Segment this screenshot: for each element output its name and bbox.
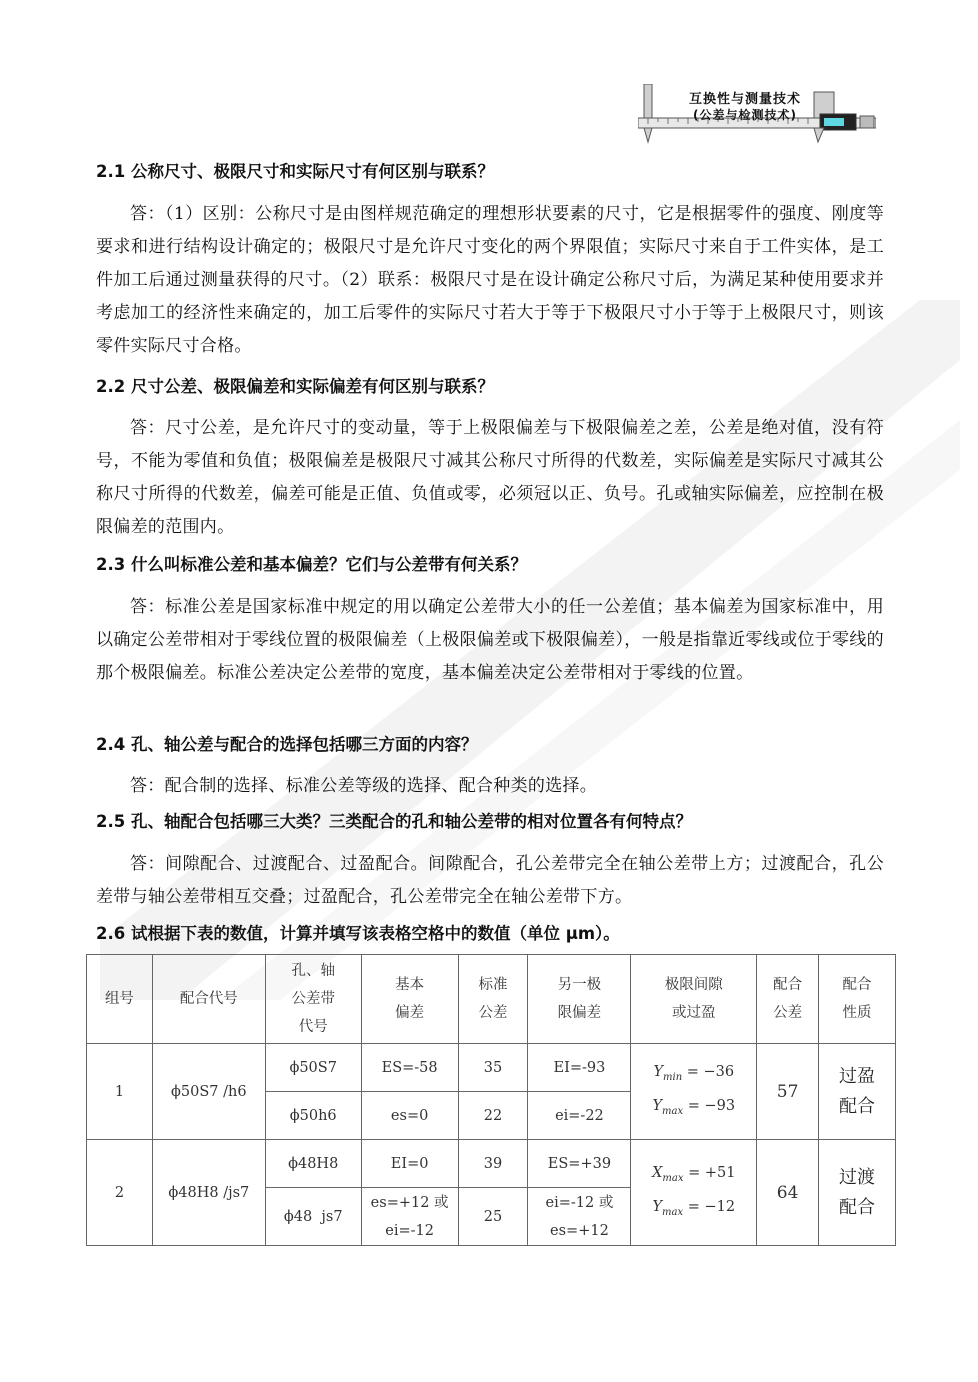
header-limit: 极限间隙 或过盈 (631, 955, 757, 1044)
shaft-other-cell: ei=-12 或 es=+12 (528, 1188, 631, 1246)
group-cell: 1 (87, 1044, 153, 1140)
header-std-tol: 标准 公差 (458, 955, 528, 1044)
header-subtitle: (公差与检测技术) (693, 108, 797, 122)
shaft-basic-cell: es=+12 或 ei=-12 (361, 1188, 458, 1246)
question-2-1: 2.1 公称尺寸、极限尺寸和实际尺寸有何区别与联系？ (96, 162, 494, 181)
hole-other-cell: EI=-93 (528, 1044, 631, 1092)
header-title: 互换性与测量技术 (688, 92, 801, 107)
hole-std-cell: 39 (458, 1140, 528, 1188)
fit-code-cell: ϕ50S7 /h6 (152, 1044, 265, 1140)
header-logo (638, 84, 876, 146)
hole-basic-cell: EI=0 (361, 1140, 458, 1188)
nature-cell: 过盈 配合 (819, 1044, 896, 1140)
question-2-3: 2.3 什么叫标准公差和基本偏差？它们与公差带有何关系？ (96, 555, 527, 574)
answer-2-3: 答：标准公差是国家标准中规定的用以确定公差带大小的任一公差值；基本偏差为国家标准中，用以确定公差带相对于零线位置的极限偏差（上极限偏差或下极限偏差），一般是指靠近零线或位于零线的那个极限偏差。标准公差决定公差带的宽度，基本偏差决定公差带相对于零线的位置。 (96, 597, 884, 683)
shaft-std-cell: 25 (458, 1188, 528, 1246)
header-group: 组号 (87, 955, 153, 1044)
answer-2-2: 答：尺寸公差，是允许尺寸的变动量，等于上极限偏差与下极限偏差之差，公差是绝对值，没有符号，不能为零值和负值；极限偏差是极限尺寸减其公称尺寸所得的代数差，实际偏差是实际尺寸减其公称尺寸所得的代数差，偏差可能是正值、负值或零，必须冠以正、负号。孔或轴实际偏差，应控制在极限偏差的范围内。 (96, 418, 884, 537)
nature-cell: 过渡 配合 (819, 1140, 896, 1246)
limit-cell: $Y_{min} = -36$ $Y_{max} = -93$ (631, 1044, 757, 1140)
hole-basic-cell: ES=-58 (361, 1044, 458, 1092)
fit-code-cell: ϕ48H8 /js7 (152, 1140, 265, 1246)
shaft-std-cell: 22 (458, 1092, 528, 1140)
answer-2-1: 答：（1）区别：公称尺寸是由图样规范确定的理想形状要素的尺寸，它是根据零件的强度、刚度等要求和进行结构设计确定的；极限尺寸是允许尺寸变化的两个界限值；实际尺寸来自于工件实体，是工件加工后通过测量获得的尺寸。（2）联系：极限尺寸是在设计确定公称尺寸后，为满足某种使用要求并考虑加工的经济性来确定的，加工后零件的实际尺寸若大于等于下极限尺寸小于等于上极限尺寸，则该零件实际尺寸合格。 (96, 204, 884, 356)
hole-std-cell: 35 (458, 1044, 528, 1092)
fit-tol-cell: 57 (757, 1044, 819, 1140)
shaft-other-cell: ei=-22 (528, 1092, 631, 1140)
group-cell: 2 (87, 1140, 153, 1246)
question-2-6: 2.6 试根据下表的数值，计算并填写该表格空格中的数值（单位 μm）。 (96, 924, 620, 943)
question-2-2: 2.2 尺寸公差、极限偏差和实际偏差有何区别与联系？ (96, 377, 494, 396)
hole-other-cell: ES=+39 (528, 1140, 631, 1188)
header-tol-code: 孔、轴 公差带 代号 (265, 955, 361, 1044)
header-fit-tol: 配合 公差 (757, 955, 819, 1044)
answer-2-5: 答：间隙配合、过渡配合、过盈配合。间隙配合，孔公差带完全在轴公差带上方；过渡配合，孔公差带与轴公差带相互交叠；过盈配合，孔公差带完全在轴公差带下方。 (96, 854, 884, 907)
shaft-code-cell: ϕ50h6 (265, 1092, 361, 1140)
question-2-5: 2.5 孔、轴配合包括哪三大类？三类配合的孔和轴公差带的相对位置各有何特点？ (96, 812, 692, 831)
header-basic-dev: 基本 偏差 (361, 955, 458, 1044)
shaft-code-cell: ϕ48 js7 (265, 1188, 361, 1246)
fit-tol-cell: 64 (757, 1140, 819, 1246)
shaft-basic-cell: es=0 (361, 1092, 458, 1140)
question-2-4: 2.4 孔、轴公差与配合的选择包括哪三方面的内容？ (96, 735, 478, 754)
header-other-dev: 另一极 限偏差 (528, 955, 631, 1044)
hole-code-cell: ϕ48H8 (265, 1140, 361, 1188)
limit-cell: $X_{max} = +51$ $Y_{max} = -12$ (631, 1140, 757, 1246)
hole-code-cell: ϕ50S7 (265, 1044, 361, 1092)
header-fit-code: 配合代号 (152, 955, 265, 1044)
fit-table (86, 954, 896, 1246)
header-nature: 配合 性质 (819, 955, 896, 1044)
table-row (87, 1044, 896, 1092)
table-row (87, 1140, 896, 1188)
answer-2-4: 答：配合制的选择、标准公差等级的选择、配合种类的选择。 (130, 776, 598, 796)
table-header-row (87, 955, 896, 1044)
